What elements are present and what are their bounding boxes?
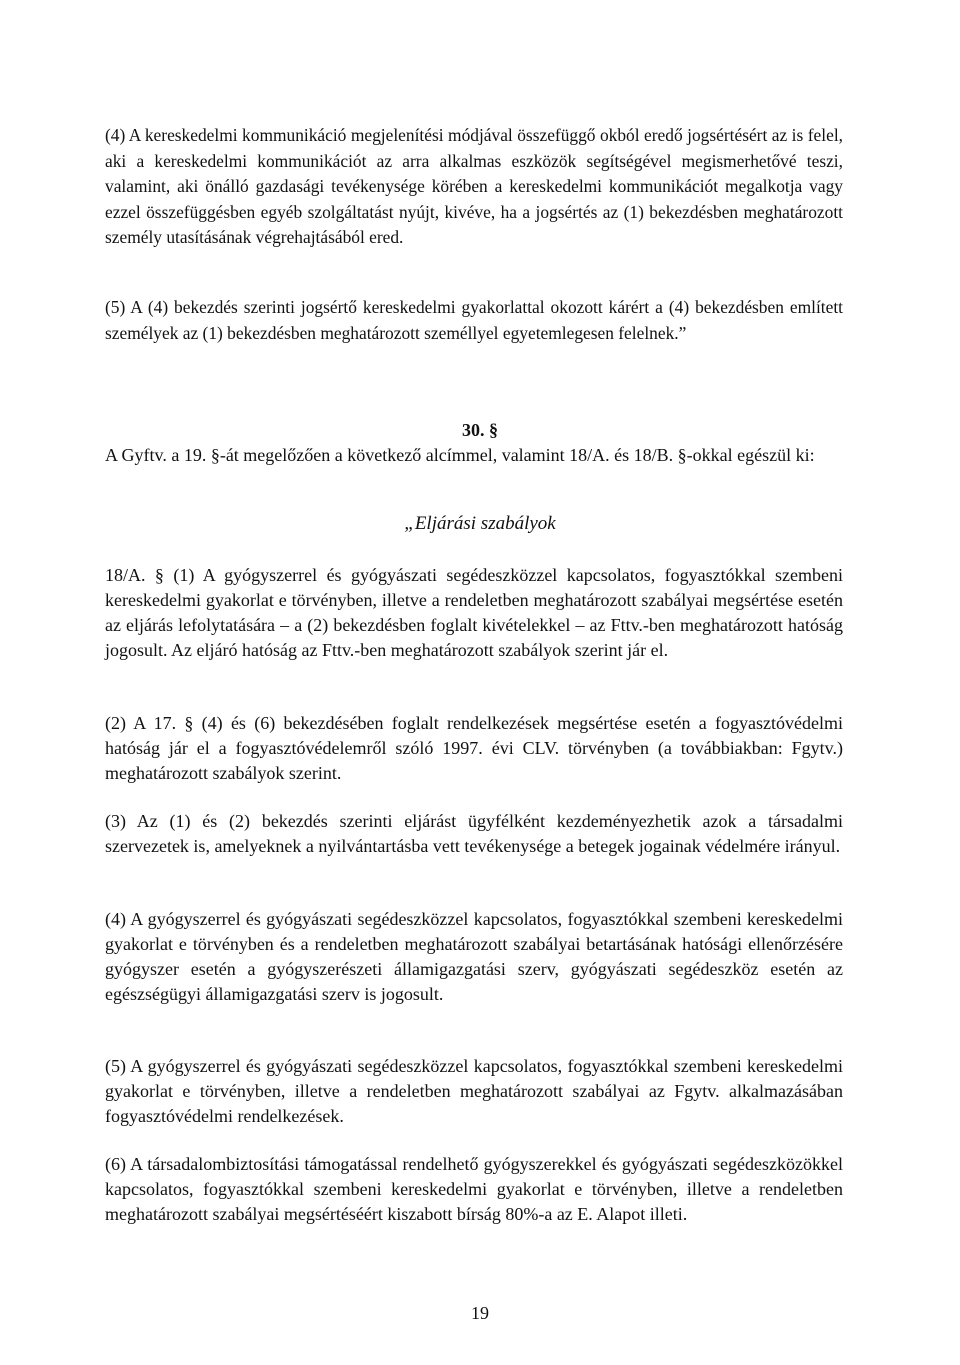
paragraph-18a-4: (4) A gyógyszerrel és gyógyászati segédeszközzel kapcsolatos, fogyasztókkal szembeni kereskedelmi gyakorlat e törvényben és a rendeletben meghatározott szabályai betartásának hatósági ellenőrzésére gyógyszer esetén a gyógyszerészeti államigazgatási szerv, gyógyászati segédeszköz esetén az egészségügyi államigazgatási szerv is jogosult. xyxy=(105,909,843,1004)
paragraph-18a-2: (2) A 17. § (4) és (6) bekezdésében foglalt rendelkezések megsértése esetén a fogyasztóvédelmi hatóság jár el a fogyasztóvédelemről szóló 1997. évi CLV. törvényben (a továbbiakban: Fgytv.) meghatározott szabályok szerint. xyxy=(105,713,843,783)
paragraph-18a-1: 18/A. § (1) A gyógyszerrel és gyógyászati segédeszközzel kapcsolatos, fogyasztókkal szembeni kereskedelmi gyakorlat e törvényben, illetve a rendeletben meghatározott szabályai megsértése esetén az eljárás lefolytatására – a (2) bekezdésben foglalt kivételekkel – az Fttv.-ben meghatározott hatóság jogosult. Az eljáró hatóság az Fttv.-ben meghatározott szabályok szerint jár el. xyxy=(105,565,843,660)
section-number: 30. § xyxy=(462,420,498,440)
paragraph-18a-6: (6) A társadalombiztosítási támogatással rendelhető gyógyszerekkel és gyógyászati segédeszközökkel kapcsolatos, fogyasztókkal szembeni kereskedelmi gyakorlat e törvényben, illetve a rendeletben meghatározott szabályai megsértéséért kiszabott bírság 80%-a az E. Alapot illeti. xyxy=(105,1154,843,1224)
paragraph-5-joint-liability: (5) A (4) bekezdés szerinti jogsértő kereskedelmi gyakorlattal okozott kárért a (4) bekezdésben említett személyek az (1) bekezdésben meghatározott személlyel egyetemlegesen felelnek.” xyxy=(105,297,843,343)
page-number: 19 xyxy=(471,1303,489,1323)
subtitle-procedural-rules: „Eljárási szabályok xyxy=(404,513,556,534)
paragraph-4-commercial-communication: (4) A kereskedelmi kommunikáció megjelenítési módjával összefüggő okból eredő jogsértésért az is felel, aki a kereskedelmi kommunikációt az arra alkalmas eszközök segítségével megismerhetővé teszi, valamint, aki önálló gazdasági tevékenysége körében a kereskedelmi kommunikációt megalkotja vagy ezzel összefüggésben egyéb szolgáltatást nyújt, kivéve, ha a jogsértés az (1) bekezdésben meghatározott személy utasításának végrehajtásából ered. xyxy=(105,125,843,247)
section-intro: A Gyftv. a 19. §-át megelőzően a következő alcímmel, valamint 18/A. és 18/B. §-okkal egészül ki: xyxy=(105,445,815,465)
paragraph-18a-5: (5) A gyógyszerrel és gyógyászati segédeszközzel kapcsolatos, fogyasztókkal szembeni kereskedelmi gyakorlat e törvényben, illetve a rendeletben meghatározott szabályai az Fgytv. alkalmazásában fogyasztóvédelmi rendelkezések. xyxy=(105,1056,843,1126)
paragraph-18a-3: (3) Az (1) és (2) bekezdés szerinti eljárást ügyfélként kezdeményezhetik azok a társadalmi szervezetek is, amelyeknek a nyilvántartásba vett tevékenysége a betegek jogainak védelmére irányul. xyxy=(105,811,843,856)
